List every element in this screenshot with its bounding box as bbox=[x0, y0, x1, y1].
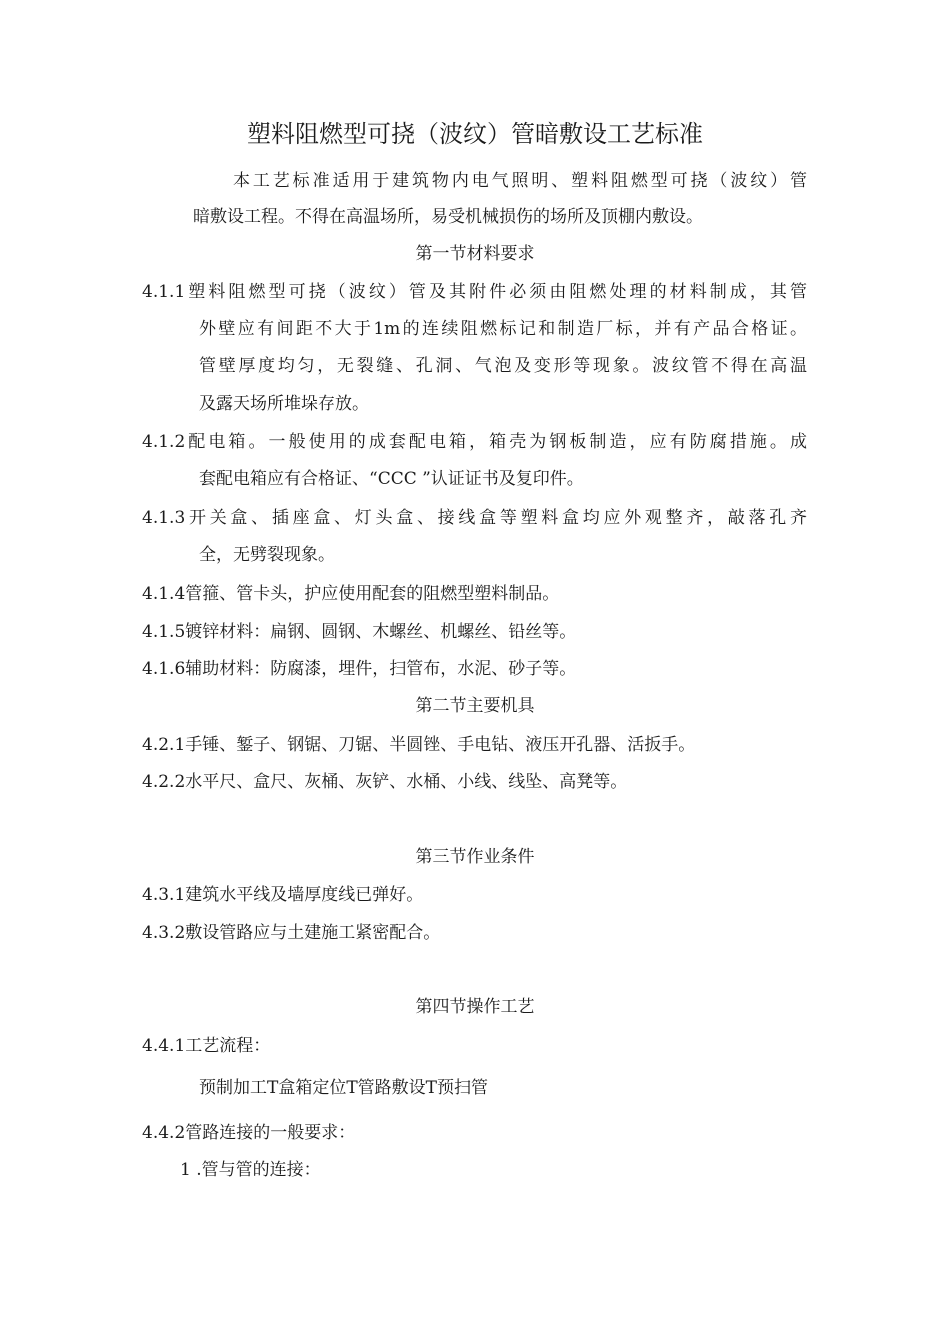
para-4-1-2-line-2: 套配电箱应有合格证、“CCC ”认证证书及复印件。 bbox=[199, 469, 584, 489]
para-4-1-3-line-2: 全，无劈裂现象。 bbox=[199, 545, 335, 565]
para-4-1-1-line-2: 外壁应有间距不大于1m的连续阻燃标记和制造厂标，并有产品合格证。 bbox=[199, 319, 807, 339]
section-2-heading: 第二节主要机具 bbox=[415, 696, 535, 716]
para-4-3-2: 4.3.2敷设管路应与土建施工紧密配合。 bbox=[142, 923, 441, 943]
para-4-1-2-line-1: 4.1.2配电箱。一般使用的成套配电箱，箱壳为钢板制造，应有防腐措施。成 bbox=[142, 432, 807, 452]
para-4-4-1: 4.4.1工艺流程： bbox=[142, 1036, 271, 1056]
section-4-heading: 第四节操作工艺 bbox=[415, 997, 535, 1017]
section-3-heading: 第三节作业条件 bbox=[415, 847, 535, 867]
para-4-1-1-line-1: 4.1.1塑料阻燃型可挠（波纹）管及其附件必须由阻燃处理的材料制成，其管 bbox=[142, 282, 807, 302]
para-4-4-2: 4.4.2管路连接的一般要求： bbox=[142, 1123, 356, 1143]
intro-line-2: 暗敷设工程。不得在高温场所，易受机械损伤的场所及顶棚内敷设。 bbox=[193, 207, 703, 227]
para-4-1-3-line-1: 4.1.3开关盒、插座盒、灯头盒、接线盒等塑料盒均应外观整齐，敲落孔齐 bbox=[142, 508, 807, 528]
para-4-1-6: 4.1.6辅助材料：防腐漆，埋件，扫管布，水泥、砂子等。 bbox=[142, 659, 577, 679]
para-4-3-1: 4.3.1建筑水平线及墙厚度线已弹好。 bbox=[142, 885, 424, 905]
para-4-1-4: 4.1.4管箍、管卡头，护应使用配套的阻燃型塑料制品。 bbox=[142, 584, 560, 604]
para-4-2-1: 4.2.1手锤、錾子、钢锯、刀锯、半圆锉、手电钻、液压开孔器、活扳手。 bbox=[142, 735, 696, 755]
section-1-heading: 第一节材料要求 bbox=[415, 244, 535, 264]
document-title: 塑料阻燃型可挠（波纹）管暗敷设工艺标准 bbox=[247, 120, 703, 148]
para-4-1-5: 4.1.5镀锌材料：扁钢、圆钢、木螺丝、机螺丝、铅丝等。 bbox=[142, 622, 577, 642]
para-4-2-2: 4.2.2水平尺、盒尺、灰桶、灰铲、水桶、小线、线坠、高凳等。 bbox=[142, 772, 628, 792]
para-4-1-1-line-3: 管壁厚度均匀，无裂缝、孔洞、气泡及变形等现象。波纹管不得在高温 bbox=[199, 356, 807, 376]
para-4-1-1-line-4: 及露天场所堆垛存放。 bbox=[199, 394, 369, 414]
process-flow: 预制加工T盒箱定位T管路敷设T预扫管 bbox=[199, 1078, 489, 1098]
intro-line-1: 本工艺标准适用于建筑物内电气照明、塑料阻燃型可挠（波纹）管 bbox=[233, 171, 807, 191]
list-item-1: 1 .管与管的连接： bbox=[180, 1160, 321, 1180]
